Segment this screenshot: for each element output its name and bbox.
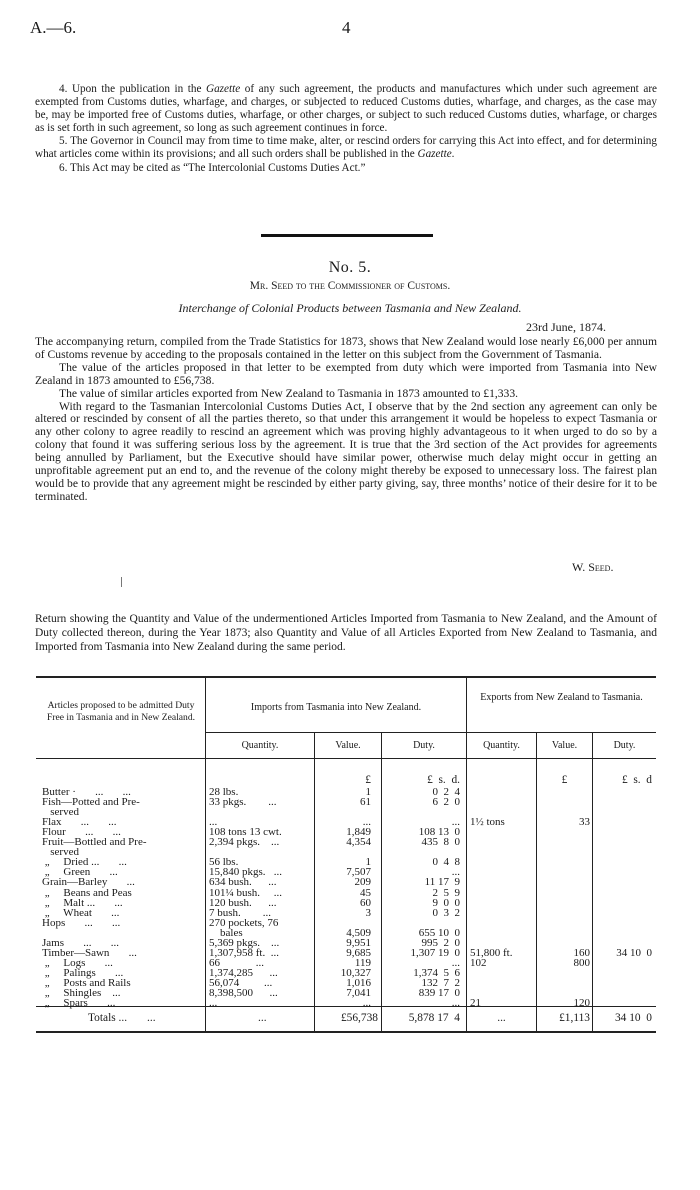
imp-value-cell: 1,016 (346, 976, 371, 989)
imp-duty-cell: 655 10 0 (418, 926, 460, 939)
section-6: 6. This Act may be cited as “The Intercolonial Customs Duties Act.” (59, 161, 366, 174)
totals-label: Totals ... ... (88, 1012, 156, 1024)
imp-duty-cell: ... (451, 816, 460, 829)
header-exp-duty: Duty. (613, 740, 636, 751)
imp-duty-cell: ... (451, 866, 460, 879)
letter-paragraph: The value of similar articles exported from New Zealand to Tasmania in 1873 amounted to £1,333. (59, 386, 519, 400)
imp-duty-cell: 1,307 19 0 (410, 946, 460, 959)
article-cell: Hops ... ... (42, 916, 121, 929)
article-cell: „ Dried ... ... (42, 856, 127, 869)
header-articles: Articles proposed to be admitted Duty Free in Tasmania and in New Zealand. (46, 700, 196, 723)
article-cell: Grain—Barley ... (42, 876, 135, 889)
imp-duty-cell: 0 3 2 (432, 906, 460, 919)
table-col-rule (205, 676, 206, 1033)
article-cell: „ Posts and Rails (42, 976, 131, 989)
unit-imp-duty: £ s. d. (427, 774, 460, 786)
imp-quantity-cell: 634 bush. ... (209, 876, 277, 889)
letter-title: Interchange of Colonial Products between Tasmania and New Zealand. (178, 301, 522, 315)
section-5: 5. The Governor in Council may from time to time make, alter, or rescind orders for carrying this Act into effect, and for determining what articles come within its provisions; and all such orders shall be published in the Gazette. (35, 135, 657, 161)
exp-quantity-cell: 102 (470, 956, 487, 969)
imp-quantity-cell: 108 tons 13 cwt. (209, 826, 282, 839)
totals-imp-qty: ... (258, 1012, 267, 1024)
article-cell: Fruit—Bottled and Pre- (42, 836, 147, 849)
imp-value-cell: 9,951 (346, 936, 371, 949)
article-cell: „ Spars ... (42, 997, 116, 1010)
imp-quantity-cell: 5,369 pkgs. ... (209, 936, 280, 949)
table-header-rule (205, 732, 656, 733)
article-cell: served (42, 806, 79, 819)
imp-quantity-cell: 66 ... (209, 956, 264, 969)
imp-duty-cell: 132 7 2 (421, 976, 460, 989)
article-cell: „ Wheat ... (42, 906, 120, 919)
article-cell: „ Palings ... (42, 966, 124, 979)
unit-imp-value: £ (365, 774, 371, 786)
exp-value-cell: 160 (573, 946, 590, 959)
article-cell: Flour ... ... (42, 826, 121, 839)
imp-value-cell: 4,354 (346, 836, 371, 849)
imp-duty-cell: 839 17 0 (418, 987, 460, 999)
exp-value-cell: 800 (573, 956, 590, 969)
return-description (35, 612, 657, 654)
table-subheader-rule (36, 758, 656, 759)
imp-duty-cell: 0 4 8 (432, 856, 460, 869)
imp-quantity-cell: 1,307,958 ft. ... (209, 946, 279, 959)
imp-value-cell: 10,327 (340, 966, 371, 979)
imp-quantity-cell: 2,394 pkgs. ... (209, 836, 280, 849)
totals-exp-duty: 34 10 0 (614, 1012, 652, 1024)
exp-quantity-cell: 1½ tons (470, 816, 505, 829)
imp-duty-cell: 0 2 4 (432, 786, 460, 798)
exp-duty-cell: 34 10 0 (616, 946, 652, 959)
letter-date: 23rd June, 1874. (526, 320, 606, 334)
imp-quantity-cell: 28 lbs. (209, 786, 239, 798)
page-series-label: A.—6. (30, 18, 77, 37)
imp-duty-cell: 2 5 9 (432, 886, 460, 899)
imp-value-cell: 7,507 (346, 866, 371, 879)
imp-duty-cell: 435 8 0 (421, 836, 460, 849)
signature: W. Seed. (572, 560, 614, 574)
imp-value-cell: 45 (360, 886, 371, 899)
unit-exp-duty: £ s. d (621, 774, 652, 786)
letter-heading: Mr. Seed to the Commissioner of Customs. (249, 280, 451, 292)
imp-value-cell: ... (362, 997, 371, 1010)
imp-quantity-cell: ... (209, 997, 218, 1010)
letter-paragraph: The value of the articles proposed in that letter to be exempted from duty which were imported from Tasmania into New Zealand in 1873 amounted to £56,738. (35, 360, 657, 387)
table-top-rule (36, 676, 656, 678)
article-cell: „ Shingles ... (42, 987, 121, 999)
header-imports: Imports from Tasmania into New Zealand. (250, 702, 422, 713)
article-cell: served (42, 846, 79, 859)
return-table (36, 676, 656, 1032)
header-imp-quantity: Quantity. (241, 740, 279, 751)
return-text: Return showing the Quantity and Value of the undermentioned Articles Imported from Tasmania to New Zealand, and the Amount of Duty collected thereon, during the Year 1873; also Quantity and Value of all Articles Exported from New Zealand to Tasmania, and Imported from Tasmania into New Zealand during the same period. (35, 613, 657, 653)
header-imp-value: Value. (335, 740, 361, 751)
imp-quantity-cell: 8,398,500 ... (209, 987, 278, 999)
imp-value-cell: 7,041 (346, 987, 371, 999)
imp-quantity-cell: 7 bush. ... (209, 906, 272, 919)
exp-quantity-cell: 21 (470, 997, 481, 1010)
letter-paragraph: With regard to the Tasmanian Intercolonial Customs Duties Act, I observe that by the 2nd section any agreement can only be altered or rescinded by consent of all the parties thereto, so that under this arrangement it would be hopeless to expect Tasmania or any other colony to agree readily to rescind an agreement which was proving highly advantageous to it when urged to do so by a colony that found it was suffering serious loss by the agreement. It is true that the 3rd section of the Act provides for agreements being annulled by Parliament, but the Executive should have similar power, otherwise much delay might occur in getting an unprofitable agreement put an end to, and the revenue of the colony might thereby be exposed to unnecessary loss. The fairest plan would be to provide that any agreement might be rescinded by either party giving, say, three months’ notice of their desire for it to be terminated. (35, 399, 657, 503)
totals-exp-qty: ... (497, 1012, 506, 1024)
imp-duty-cell: 1,374 5 6 (413, 966, 460, 979)
table-bottom-rule (36, 1031, 656, 1033)
imp-quantity-cell: 15,840 pkgs. ... (209, 866, 283, 879)
article-cell: Jams ... ... (42, 936, 119, 949)
header-exp-value: Value. (551, 740, 578, 751)
article-cell: Timber—Sawn ... (42, 946, 137, 959)
imp-value-cell: 9,685 (346, 946, 371, 959)
imp-value-cell: 1 (365, 856, 371, 869)
article-cell: Butter · ... ... (42, 786, 131, 798)
imp-value-cell: 119 (354, 956, 371, 969)
imp-value-cell: 1 (365, 786, 371, 798)
imp-value-cell: 61 (360, 796, 371, 809)
imp-quantity-cell: 120 bush. ... (209, 896, 277, 909)
imp-value-cell: 1,849 (346, 826, 371, 839)
imp-value-cell: 209 (354, 876, 371, 889)
imp-value-cell: 60 (360, 896, 371, 909)
article-cell: Fish—Potted and Pre- (42, 796, 140, 809)
imp-value-cell: 4,509 (346, 926, 371, 939)
imp-quantity-cell: 56 lbs. (209, 856, 239, 869)
imp-duty-cell: 995 2 0 (421, 936, 460, 949)
imp-quantity-cell: bales (209, 926, 243, 939)
imp-duty-cell: 9 0 0 (432, 896, 460, 909)
document-number: No. 5. (328, 259, 372, 276)
imp-duty-cell: ... (451, 997, 460, 1010)
exp-value-cell: 33 (579, 816, 590, 829)
exp-value-cell: 120 (573, 997, 590, 1010)
divider-mark (121, 577, 122, 587)
article-cell: Flax ... ... (42, 816, 117, 829)
imp-value-cell: 3 (365, 906, 371, 919)
imp-quantity-cell: 270 pockets, 76 (209, 916, 279, 929)
imp-duty-cell: ... (451, 956, 460, 969)
letter-paragraph: The accompanying return, compiled from the Trade Statistics for 1873, shows that New Zealand would lose nearly £6,000 per annum of Customs revenue by acceding to the proposals contained in the letter on this subject from the Government of Tasmania. (35, 335, 657, 361)
article-cell: „ Beans and Peas (42, 886, 132, 899)
imp-quantity-cell: 101¼ bush. ... (209, 886, 283, 899)
article-cell: „ Logs ... (42, 956, 113, 969)
section-divider (261, 234, 433, 237)
imp-quantity-cell: 1,374,285 ... (209, 966, 278, 979)
imp-duty-cell: 11 17 9 (424, 876, 460, 889)
imp-quantity-cell: 33 pkgs. ... (209, 796, 277, 809)
imp-value-cell: ... (362, 816, 371, 829)
page-number: 4 (342, 18, 351, 37)
article-cell: „ Malt ... ... (42, 896, 123, 909)
totals-exp-value: £1,113 (559, 1012, 590, 1024)
imp-quantity-cell: 56,074 ... (209, 976, 273, 989)
imp-duty-cell: 108 13 0 (418, 826, 460, 839)
imp-duty-cell: 6 2 0 (432, 796, 460, 809)
header-exp-quantity: Quantity. (483, 740, 520, 751)
article-cell: „ Green ... (42, 866, 118, 879)
section-4: 4. Upon the publication in the Gazette of any such agreement, the products and manufactures which under such agreement are exempted from Customs duties, wharfage, and charges, or subjected to reduced Customs duties, wharfage, and charges, as the case may be, may be imported free of Customs duties, wharfage, or other charges, or subject to such reduced Customs duties, wharfage, or charges as is set forth in such agreement, so long as such agreement continues in force. (35, 83, 658, 135)
header-imp-duty: Duty. (413, 740, 435, 751)
exp-quantity-cell: 51,800 ft. (470, 946, 513, 959)
imp-quantity-cell: ... (209, 816, 218, 829)
header-exports: Exports from New Zealand to Tasmania. (480, 692, 643, 703)
letter-body (35, 336, 657, 504)
unit-exp-value: £ (561, 774, 568, 786)
act-sections (35, 83, 657, 175)
totals-imp-value: £56,738 (340, 1012, 378, 1024)
totals-imp-duty: 5,878 17 4 (408, 1012, 460, 1024)
table-col-rule (466, 676, 467, 1033)
